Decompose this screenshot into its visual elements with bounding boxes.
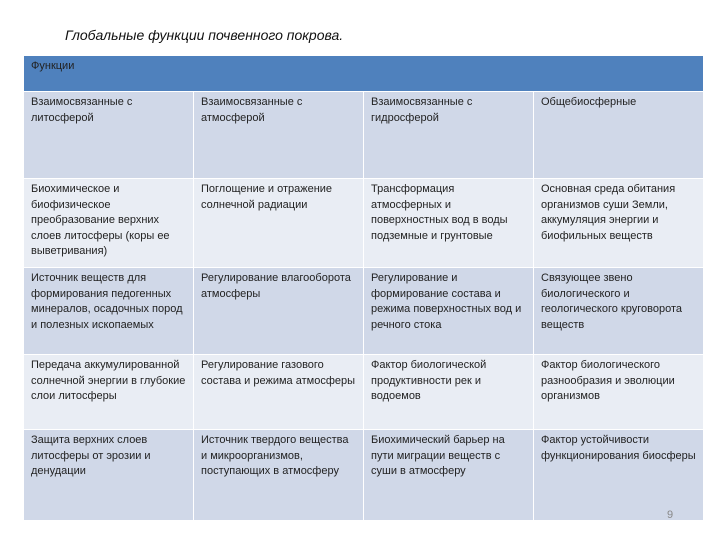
table-cell: Регулирование и формирование состава и режима поверхностных вод и речного стока [364,268,534,355]
table-cell: Передача аккумулированной солнечной энергии в глубокие слои литосферы [24,355,194,430]
table-cell: Биохимическое и биофизическое преобразование верхних слоев литосферы (коры ее выветривания) [24,179,194,268]
table-cell: Взаимосвязанные с атмосферой [194,92,364,179]
functions-table [23,55,704,521]
table-row [24,268,704,355]
table-cell: Основная среда обитания организмов суши Земли, аккумуляция энергии и биофильных веществ [534,179,704,268]
table-cell: Трансформация атмосферных и поверхностных вод в воды подземные и грунтовые [364,179,534,268]
table-cell: Связующее звено биологического и геологического круговорота веществ [534,268,704,355]
table-cell: Взаимосвязанные с литосферой [24,92,194,179]
table-cell: Биохимический барьер на пути миграции веществ с суши в атмосферу [364,430,534,521]
table-row-categories [24,92,704,179]
table-cell: Фактор устойчивости функционирования биосферы [534,430,704,521]
table-cell: Поглощение и отражение солнечной радиации [194,179,364,268]
table-header-row [24,56,704,92]
table-cell: Взаимосвязанные с гидросферой [364,92,534,179]
table-cell: Источник веществ для формирования педогенных минералов, осадочных пород и полезных ископаемых [24,268,194,355]
page-number: 9 [667,509,674,521]
table-header: Функции [24,56,704,92]
table-cell: Фактор биологического разнообразия и эволюции организмов [534,355,704,430]
table-cell: Регулирование влагооборота атмосферы [194,268,364,355]
table-cell: Фактор биологической продуктивности рек и водоемов [364,355,534,430]
table-row [24,430,704,521]
table-row [24,355,704,430]
table-cell: Регулирование газового состава и режима атмосферы [194,355,364,430]
slide-title: Глобальные функции почвенного покрова. [65,27,344,43]
table-cell: Общебиосферные [534,92,704,179]
table-cell: Источник твердого вещества и микроорганизмов, поступающих в атмосферу [194,430,364,521]
table-row [24,179,704,268]
table-cell: Защита верхних слоев литосферы от эрозии и денудации [24,430,194,521]
